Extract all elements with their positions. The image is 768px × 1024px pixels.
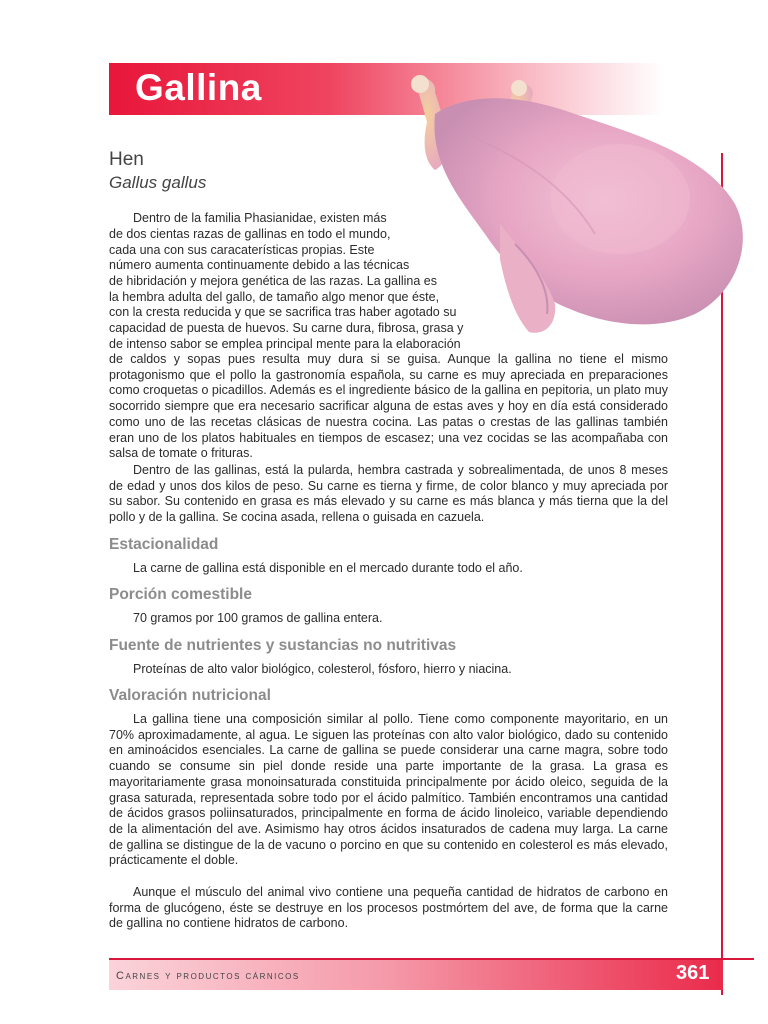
intro-line: de dos cientas razas de gallinas en todo el mundo, [109,227,391,241]
footer-rule [109,958,754,960]
valoracion-paragraph-1: La gallina tiene una composición similar al pollo. Tiene como componente mayoritario, en un 70% aproximadamente, al agua. Le siguen las proteínas con alto valor biológico, dado su contenido en aminoácidos esenciales. La carne de gallina se puede considerar una carne magra, sobre todo cuando se consume sin piel donde reside una parte importante de la grasa. La grasa es mayoritariamente grasa monoinsaturada constituida principalmente por ácido oleico, seguida de la grasa saturada, representada sobre todo por el ácido palmítico. También encontramos una cantidad de ácidos grasos poliinsaturados, principalmente en forma de ácido linoleico, variable dependiendo de la alimentación del ave. Asimismo hay otros ácidos insaturados de cadena muy larga. La carne de gallina se distingue de la de vacuno o porcino en que su contenido en colesterol es más elevado, prácticamente el doble. [109,712,668,868]
heading-fuente: Fuente de nutrientes y sustancias no nutritivas [109,637,457,654]
scientific-name: Gallus gallus [109,173,207,192]
intro-paragraph-rest: de caldos y sopas pues resulta muy dura si se guisa. Aunque la gallina no tiene el mismo protagonismo que el pollo la gastronomía española, su carne es muy apreciada en preparaciones como croquetas o picadillos. Además es el ingrediente básico de la gallina en pepitoria, un plato muy socorrido siempre que era necesario sacrificar alguna de estas aves y hoy en día está considerado como uno de las recetas clásicas de nuestra cocina. Las patas o crestas de las gallinas también eran uno de los platos habituales en tiempos de escasez; una vez cocidas se las acompañaba con salsa de tomate o frituras. [109,352,668,461]
page-title: Gallina [135,67,262,108]
valoracion-paragraph-2: Aunque el músculo del animal vivo contiene una pequeña cantidad de hidratos de carbono en forma de glucógeno, éste se destruye en los procesos postmórtem del ave, de forma que la carne de gallina no contiene hidratos de carbono. [109,885,668,931]
heading-porcion: Porción comestible [109,586,252,603]
heading-valoracion: Valoración nutricional [109,687,271,704]
page-number: 361 [676,962,710,984]
footer-section-name: Carnes y productos cárnicos [116,970,300,982]
text-fuente: Proteínas de alto valor biológico, colesterol, fósforo, hierro y niacina. [133,662,512,676]
heading-estacionalidad: Estacionalidad [109,536,219,553]
intro-line: Dentro de la familia Phasianidae, existen más [133,211,387,225]
intro-line: con la cresta reducida y que se sacrifica tras haber agotado su [109,305,457,319]
raw-hen-image [405,74,755,349]
pularda-paragraph: Dentro de las gallinas, está la pularda, hembra castrada y sobrealimentada, de unos 8 meses de edad y unos dos kilos de peso. Su carne es tierna y firme, de color blanco y muy apreciada por su sabor. Su contenido en grasa es más elevado y su carne es más blanca y más tierna que la del pollo y de la gallina. Se cocina asada, rellena o guisada en cazuela. [109,463,668,525]
intro-line: de intenso sabor se emplea principal mente para la elaboración [109,337,461,351]
intro-line: la hembra adulta del gallo, de tamaño algo menor que éste, [109,290,440,304]
intro-line: cada una con sus caracaterísticas propias. Este [109,243,375,257]
text-estacionalidad: La carne de gallina está disponible en el mercado durante todo el año. [133,561,523,575]
intro-line: capacidad de puesta de huevos. Su carne dura, fibrosa, grasa y [109,321,464,335]
text-porcion: 70 gramos por 100 gramos de gallina entera. [133,611,383,625]
intro-line: de hibridación y mejora genética de las razas. La gallina es [109,274,437,288]
intro-line: número aumenta continuamente debido a las técnicas [109,258,410,272]
common-name-english: Hen [109,149,144,170]
